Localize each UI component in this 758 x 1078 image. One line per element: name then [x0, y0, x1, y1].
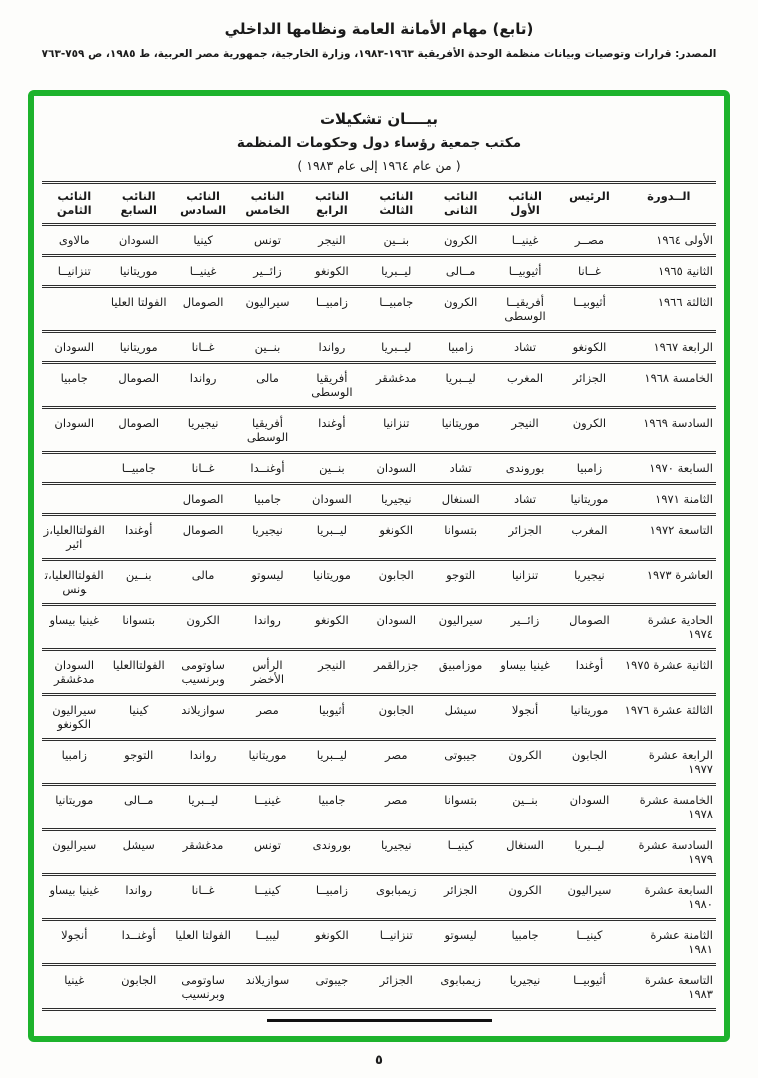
country-cell: السنغال [441, 492, 480, 506]
country-cell: تنزانيا [511, 568, 539, 582]
country-cell: موريتانيا [312, 568, 351, 582]
country-cell: السودان [54, 416, 95, 430]
country-cell: الجزائر [444, 883, 478, 897]
country-cell: الفولتاالعليا،تونس [44, 568, 104, 596]
country-cell: الجزائر [379, 973, 413, 987]
country-cell: أثيوبيــا [573, 295, 606, 309]
page-title: (تابع) مهام الأمانة العامة ونظامها الداخلي [224, 20, 534, 38]
country-cell: أنجولا [511, 703, 539, 717]
column-header: النائب الأول [508, 189, 542, 217]
country-cell: نيجيريا [380, 838, 412, 852]
table-row [42, 965, 716, 1010]
table-row [42, 332, 716, 363]
country-cell: سيراليون الكونغو [52, 703, 97, 731]
country-cell: الكرون [508, 748, 542, 762]
country-cell: زامبيا [61, 748, 87, 762]
country-cell: جامبيــا [121, 461, 156, 475]
country-cell: ساوتومى وبرنسيب [181, 973, 225, 1001]
country-cell: ليــبريا [445, 371, 476, 385]
country-cell: الجابون [121, 973, 157, 987]
country-cell: نيجيريا [574, 568, 605, 582]
country-cell: أثيوبيا [318, 703, 345, 717]
country-cell: الجزائر [508, 523, 542, 537]
table-row [42, 785, 716, 830]
country-cell: بتسوانا [444, 793, 478, 807]
session-cell: الخامسة ١٩٦٨ [644, 371, 713, 385]
country-cell: موريتانيا [248, 748, 287, 762]
country-cell: أوغندا [575, 658, 604, 672]
country-cell: الكرون [443, 295, 478, 309]
country-cell: موريتانيا [570, 703, 609, 717]
session-cell: الثانية ١٩٦٥ [658, 264, 713, 278]
country-cell: مــالى [445, 264, 476, 278]
country-cell: سيشل [122, 838, 155, 852]
country-cell: زامبيــا [315, 883, 348, 897]
country-cell: مدغشقر [375, 371, 417, 385]
column-header: النائب الرابع [315, 189, 349, 217]
country-cell: سيراليون [567, 883, 612, 897]
country-cell: جيبوتى [444, 748, 478, 762]
country-cell: ساوتومى وبرنسيب [181, 658, 225, 686]
country-cell: جزرالقمر [374, 658, 419, 672]
country-cell: تنزانيــا [379, 928, 413, 942]
session-cell: التاسعة عشرة ١٩٨٣ [644, 973, 713, 1001]
country-cell: موريتانيا [119, 264, 158, 278]
country-cell: الفولتا العليا [110, 295, 167, 309]
country-cell: غينيا [64, 973, 85, 987]
country-cell: تنزانيا [383, 416, 410, 430]
country-cell: الفولتاالعليا [112, 658, 165, 672]
country-cell: الكونغو [315, 928, 349, 942]
country-cell: بنــين [319, 461, 345, 475]
session-cell: الثامنة عشرة ١٩٨١ [650, 928, 713, 956]
column-header: النائب الثالث [379, 189, 414, 217]
source-line: المصدر: قرارات وتوصيات وبيانات منظمة الوحدة الأفريقية ١٩٦٣-١٩٨٣، وزارة الخارجية، جمهورية مصر العربية، ط ١٩٨٥، ص ٧٥٩-٧٦٣ [41, 48, 717, 60]
country-cell: بنــين [383, 233, 410, 247]
country-cell: موريتانيا [570, 492, 609, 506]
country-cell: غينيــا [511, 233, 539, 247]
column-header: النائب الثامن [56, 189, 92, 217]
country-cell: موريتانيا [441, 416, 480, 430]
country-cell: زامبيا [447, 340, 474, 354]
country-cell: أثيوبيــا [573, 973, 606, 987]
country-cell: تونس [253, 233, 281, 247]
page-number: ٥ [375, 1053, 383, 1068]
country-cell: مدغشقر [182, 838, 224, 852]
country-cell: جامبيا [60, 371, 88, 385]
country-cell: التوجو [124, 748, 154, 762]
country-cell: الكونغو [572, 340, 607, 354]
country-cell: الصومال [118, 416, 160, 430]
country-cell: الصومال [118, 371, 160, 385]
country-cell: غــانا [191, 340, 215, 354]
country-cell: كينيــا [254, 883, 281, 897]
column-header: الرئيس [569, 189, 610, 203]
country-cell: الصومال [182, 492, 224, 506]
country-cell: كينيا [129, 703, 149, 717]
country-cell: غــانا [577, 264, 601, 278]
table-row [42, 453, 716, 484]
country-cell: الجابون [378, 568, 414, 582]
country-cell: غــانا [191, 461, 215, 475]
country-cell: تشاد [449, 461, 472, 475]
country-cell: النيجر [318, 233, 346, 247]
header-row [42, 183, 716, 225]
session-cell: العاشرة ١٩٧٣ [646, 568, 713, 582]
country-cell: السودان [118, 233, 159, 247]
column-header: النائب السابع [120, 189, 157, 217]
session-cell: السابعة ١٩٧٠ [649, 461, 713, 475]
country-cell: سيراليون [438, 613, 483, 627]
country-cell: غينيا بيساو [49, 613, 100, 627]
country-cell: أثيوبيــا [508, 264, 542, 278]
country-cell: الرأس الأخضر [250, 658, 285, 686]
country-cell: موريتانيا [119, 340, 158, 354]
country-cell: غينيا بيساو [49, 883, 100, 897]
table-row [42, 605, 716, 650]
country-cell: المغرب [507, 371, 544, 385]
country-cell: ليــبريا [381, 340, 412, 354]
country-cell: نيجيريا [509, 973, 541, 987]
table-row [42, 920, 716, 965]
session-cell: الحادية عشرة ١٩٧٤ [647, 613, 713, 641]
country-cell: بوروندى [505, 461, 545, 475]
country-cell: رواندا [189, 371, 217, 385]
country-cell: الكرون [508, 883, 542, 897]
country-cell: ليــبريا [574, 838, 605, 852]
country-cell: ليــبريا [316, 748, 347, 762]
country-cell: غينيــا [189, 264, 217, 278]
country-cell: بتسوانا [122, 613, 156, 627]
country-cell: كينيــا [447, 838, 474, 852]
country-cell: السنغال [506, 838, 544, 852]
country-cell: أوغنــدا [250, 461, 285, 475]
country-cell: ليــبريا [316, 523, 347, 537]
session-cell: الرابعة عشرة ١٩٧٧ [648, 748, 713, 776]
country-cell: كينيــا [576, 928, 603, 942]
country-cell: زيمبابوى [376, 883, 417, 897]
country-cell: بنــين [254, 340, 281, 354]
country-cell: السودان مدغشقر [53, 658, 95, 686]
country-cell: ليــبريا [381, 264, 412, 278]
country-cell: أوغندا [124, 523, 153, 537]
table-row [42, 225, 716, 256]
country-cell: ليبيــا [255, 928, 280, 942]
country-cell: التوجو [446, 568, 476, 582]
country-cell: رواندا [125, 883, 153, 897]
country-cell: مصــر [574, 233, 605, 247]
table-row [42, 363, 716, 408]
country-cell: الصومال [569, 613, 610, 627]
country-cell: الكونغو [379, 523, 414, 537]
table-row [42, 256, 716, 287]
country-cell: الصومال [182, 523, 224, 537]
country-cell: مصر [385, 793, 408, 807]
country-cell: نيجيريا [252, 523, 283, 537]
country-cell: جيبوتى [315, 973, 349, 987]
column-header: النائب الخامس [245, 189, 290, 217]
table-row [42, 287, 716, 332]
country-cell: سيشل [444, 703, 477, 717]
table-row [42, 695, 716, 740]
table-title: بيــــان تشكيلات [319, 110, 439, 128]
country-cell: الجابون [571, 748, 608, 762]
country-cell: النيجر [511, 416, 539, 430]
country-cell: الجزائر [572, 371, 607, 385]
session-cell: الرابعة ١٩٦٧ [653, 340, 713, 354]
country-cell [42, 484, 107, 515]
country-cell: الكونغو [315, 264, 349, 278]
session-cell: السادسة ١٩٦٩ [643, 416, 713, 430]
table-body [42, 225, 716, 1010]
country-cell: تشاد [514, 492, 537, 506]
session-cell: الثانية عشرة ١٩٧٥ [624, 658, 713, 672]
country-cell: الجابون [378, 703, 414, 717]
country-cell: زيمبابوى [440, 973, 481, 987]
country-cell: نيجيريا [187, 416, 219, 430]
country-cell: غينيا بيساو [500, 658, 550, 672]
country-cell [42, 453, 107, 484]
country-cell: رواندا [254, 613, 281, 627]
sessions-table [42, 181, 716, 1011]
country-cell: رواندا [189, 748, 217, 762]
country-cell: تشاد [514, 340, 537, 354]
country-cell: ليــبريا [187, 793, 219, 807]
table-row [42, 830, 716, 875]
table-subtitle: مكتب جمعية رؤساء دول وحكومات المنظمة [236, 135, 522, 151]
country-cell: الكرون [443, 233, 478, 247]
country-cell: سيراليون [52, 838, 97, 852]
country-cell: المغرب [571, 523, 608, 537]
country-cell: تونس [253, 838, 281, 852]
country-cell: سوازيلاند [245, 973, 290, 987]
column-header: النائب الثانى [443, 189, 478, 217]
country-cell: رواندا [318, 340, 346, 354]
country-cell: سوازيلاند [181, 703, 225, 717]
country-cell: زامبيا [576, 461, 603, 475]
country-cell: بتسوانا [444, 523, 478, 537]
table-row [42, 740, 716, 785]
country-cell: جامبيا [318, 793, 346, 807]
country-cell [42, 287, 107, 332]
session-cell: السادسة عشرة ١٩٧٩ [638, 838, 713, 866]
country-cell: السودان [376, 461, 417, 475]
session-cell: الخامسة عشرة ١٩٧٨ [639, 793, 713, 821]
country-cell: أنجولا [61, 928, 88, 942]
country-cell: بوروندى [312, 838, 352, 852]
session-cell: الثالثة عشرة ١٩٧٦ [624, 703, 713, 717]
country-cell: زائــير [510, 613, 540, 627]
country-cell: الكرون [572, 416, 607, 430]
country-cell: أفريقيا الوسطى [246, 416, 289, 444]
session-cell: الأولى ١٩٦٤ [656, 233, 713, 247]
country-cell: مالى [191, 568, 215, 582]
country-cell: زامبيــا [315, 295, 348, 309]
country-cell: بنــين [512, 793, 538, 807]
table-row [42, 515, 716, 560]
session-cell: الثالثة ١٩٦٦ [657, 295, 713, 309]
table-row [42, 560, 716, 605]
table-row [42, 875, 716, 920]
country-cell: الصومال [182, 295, 224, 309]
column-header-session: الــدورة [647, 189, 691, 203]
session-cell: الثامنة ١٩٧١ [655, 492, 713, 506]
country-cell: مصر [385, 748, 408, 762]
table-year-range: ( من عام ١٩٦٤ إلى عام ١٩٨٣ ) [297, 158, 461, 173]
country-cell: أفريقيا الوسطى [311, 371, 353, 399]
country-cell: مصر [256, 703, 279, 717]
country-cell: أفريقيــا الوسطى [504, 295, 546, 323]
country-cell: نيجيريا [380, 492, 412, 506]
country-cell: النيجر [318, 658, 346, 672]
country-cell: ليسوتو [444, 928, 477, 942]
country-cell: الفولتا العليا [175, 928, 231, 942]
country-cell: كينيا [193, 233, 213, 247]
country-cell: بنــين [125, 568, 152, 582]
country-cell: الكرون [186, 613, 220, 627]
country-cell: جامبيــا [379, 295, 414, 309]
country-cell: مالاوى [58, 233, 90, 247]
table-row [42, 484, 716, 515]
country-cell: السودان [54, 340, 95, 354]
session-cell: التاسعة ١٩٧٢ [649, 523, 713, 537]
country-cell: أوغندا [318, 416, 346, 430]
column-header: النائب السادس [180, 189, 227, 217]
country-cell: مالى [256, 371, 279, 385]
table-row [42, 408, 716, 453]
table-row [42, 650, 716, 695]
country-cell: السودان [376, 613, 417, 627]
session-cell: السابعة عشرة ١٩٨٠ [644, 883, 713, 911]
country-cell: السودان [312, 492, 352, 506]
country-cell: زائــير [253, 264, 282, 278]
country-cell: موزامبيق [438, 658, 483, 672]
content-box [28, 90, 730, 1042]
end-rule [267, 1019, 492, 1022]
country-cell: جامبيا [511, 928, 539, 942]
country-cell: السودان [569, 793, 610, 807]
country-cell: غــانا [191, 883, 215, 897]
country-cell: أوغنــدا [121, 928, 156, 942]
country-cell: جامبيا [253, 492, 282, 506]
country-cell: ليسوتو [251, 568, 284, 582]
country-cell: غينيــا [254, 793, 281, 807]
country-cell: سيراليون [245, 295, 290, 309]
country-cell: الفولتاالعليا،زائير [43, 523, 105, 551]
country-cell: تنزانيــا [57, 264, 91, 278]
country-cell: موريتانيا [55, 793, 94, 807]
country-cell: مــالى [123, 793, 154, 807]
country-cell: الكونغو [315, 613, 349, 627]
country-cell [107, 484, 171, 515]
